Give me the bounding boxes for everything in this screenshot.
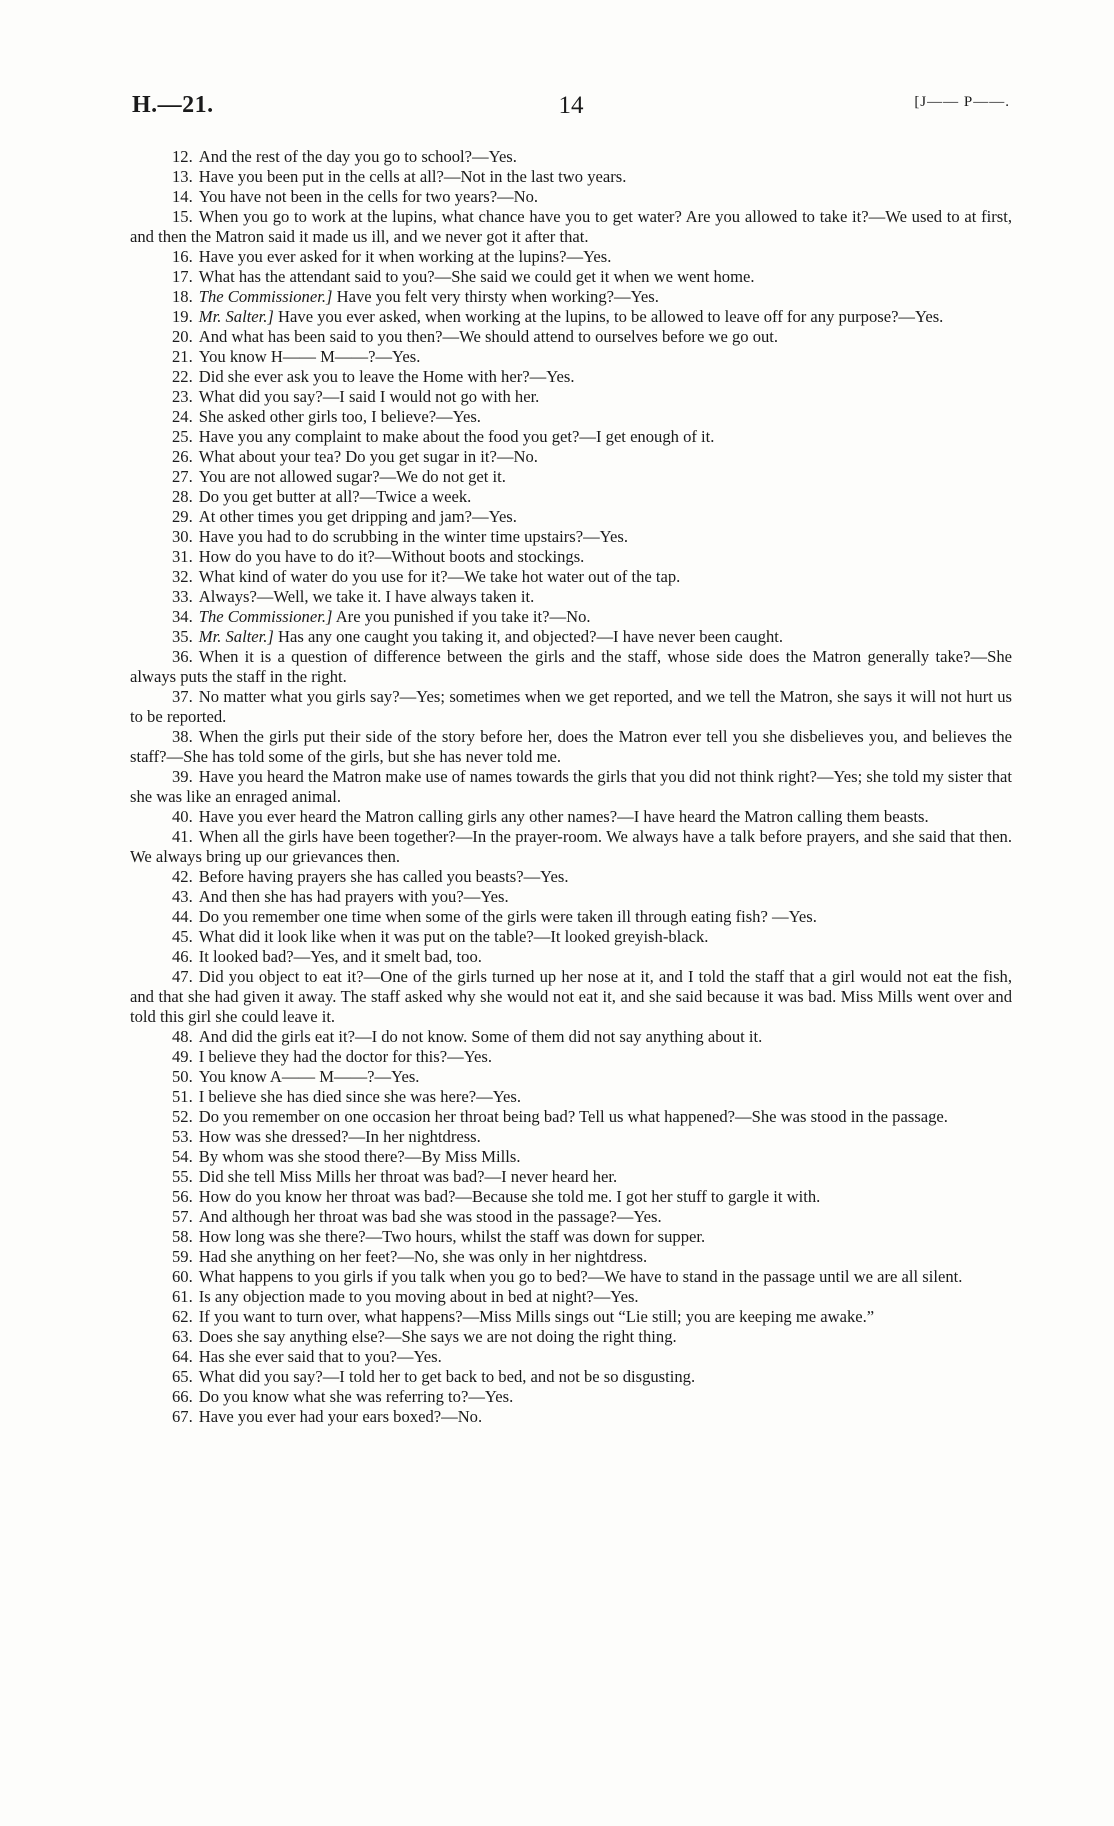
question-number: 45. <box>172 927 193 946</box>
document-reference: H.—21. <box>132 92 214 118</box>
page-header <box>132 92 1010 126</box>
question-answer-text: And the rest of the day you go to school?—Yes. <box>198 147 517 166</box>
testimony-paragraph <box>130 687 1012 727</box>
testimony-paragraph <box>130 647 1012 687</box>
testimony-paragraph <box>130 1247 1012 1267</box>
question-number: 17. <box>172 267 193 286</box>
question-number: 38. <box>172 727 193 746</box>
question-answer-text: And then she has had prayers with you?—Yes. <box>198 887 509 906</box>
question-number: 29. <box>172 507 193 526</box>
testimony-paragraph <box>130 1407 1012 1427</box>
question-number: 65. <box>172 1367 193 1386</box>
testimony-paragraph <box>130 147 1012 167</box>
question-answer-text: Do you know what she was referring to?—Yes. <box>198 1387 514 1406</box>
question-answer-text: When it is a question of difference between the girls and the staff, whose side does the Matron generally take?—She always puts the staff in the right. <box>130 647 1012 686</box>
question-answer-text: I believe she has died since she was here?—Yes. <box>198 1087 522 1106</box>
testimony-paragraph <box>130 1327 1012 1347</box>
question-number: 34. <box>172 607 193 626</box>
testimony-paragraph <box>130 607 1012 627</box>
question-number: 22. <box>172 367 193 386</box>
question-answer-text: Have you any complaint to make about the food you get?—I get enough of it. <box>198 427 715 446</box>
question-number: 24. <box>172 407 193 426</box>
question-answer-text: Do you remember on one occasion her throat being bad? Tell us what happened?—She was stood in the passage. <box>198 1107 948 1126</box>
question-number: 66. <box>172 1387 193 1406</box>
question-number: 47. <box>172 967 193 986</box>
testimony-paragraph <box>130 1347 1012 1367</box>
question-answer-text: Did she tell Miss Mills her throat was bad?—I never heard her. <box>198 1167 618 1186</box>
question-number: 39. <box>172 767 193 786</box>
testimony-paragraph <box>130 527 1012 547</box>
testimony-paragraph <box>130 567 1012 587</box>
testimony-paragraph <box>130 427 1012 447</box>
question-answer-text: How was she dressed?—In her nightdress. <box>198 1127 481 1146</box>
question-answer-text: You are not allowed sugar?—We do not get it. <box>198 467 506 486</box>
testimony-paragraph <box>130 447 1012 467</box>
testimony-paragraph <box>130 207 1012 247</box>
question-answer-text: Are you punished if you take it?—No. <box>335 607 591 626</box>
testimony-paragraph <box>130 627 1012 647</box>
question-answer-text: And did the girls eat it?—I do not know. Some of them did not say anything about it. <box>198 1027 763 1046</box>
question-number: 13. <box>172 167 193 186</box>
page-number: 14 <box>558 92 584 119</box>
question-answer-text: When all the girls have been together?—In the prayer-room. We always have a talk before prayers, and she said that then. We always bring up our grievances then. <box>130 827 1012 866</box>
question-answer-text: Have you felt very thirsty when working?—Yes. <box>336 287 659 306</box>
question-number: 26. <box>172 447 193 466</box>
testimony-paragraph <box>130 1367 1012 1387</box>
question-number: 19. <box>172 307 193 326</box>
question-number: 33. <box>172 587 193 606</box>
testimony-paragraph <box>130 1107 1012 1127</box>
testimony-paragraph <box>130 727 1012 767</box>
question-number: 14. <box>172 187 193 206</box>
question-number: 36. <box>172 647 193 666</box>
question-answer-text: How do you know her throat was bad?—Because she told me. I got her stuff to gargle it with. <box>198 1187 821 1206</box>
question-answer-text: Have you had to do scrubbing in the winter time upstairs?—Yes. <box>198 527 628 546</box>
question-number: 53. <box>172 1127 193 1146</box>
question-answer-text: Have you ever had your ears boxed?—No. <box>198 1407 483 1426</box>
question-number: 37. <box>172 687 193 706</box>
testimony-paragraph <box>130 407 1012 427</box>
question-number: 52. <box>172 1107 193 1126</box>
speaker-label: Mr. Salter.] <box>198 307 274 326</box>
question-answer-text: When the girls put their side of the story before her, does the Matron ever tell you she disbelieves you, and believes the staff?—She has told some of the girls, but she has never told me. <box>130 727 1012 766</box>
testimony-paragraph <box>130 1127 1012 1147</box>
testimony-paragraph <box>130 267 1012 287</box>
question-number: 28. <box>172 487 193 506</box>
testimony-paragraph <box>130 487 1012 507</box>
question-number: 31. <box>172 547 193 566</box>
question-number: 60. <box>172 1267 193 1286</box>
testimony-paragraph <box>130 827 1012 867</box>
question-number: 12. <box>172 147 193 166</box>
question-answer-text: Do you remember one time when some of the girls were taken ill through eating fish? —Yes. <box>198 907 817 926</box>
question-answer-text: Did you object to eat it?—One of the girls turned up her nose at it, and I told the staff that a girl would not eat the fish, and that she had given it away. The staff asked why she would not eat it, and she said because it was bad. Miss Mills went over and told this girl she could leave it. <box>130 967 1012 1026</box>
testimony-paragraph <box>130 187 1012 207</box>
question-number: 32. <box>172 567 193 586</box>
testimony-paragraph <box>130 1147 1012 1167</box>
testimony-paragraph <box>130 807 1012 827</box>
testimony-paragraph <box>130 967 1012 1027</box>
question-answer-text: And although her throat was bad she was stood in the passage?—Yes. <box>198 1207 662 1226</box>
question-answer-text: If you want to turn over, what happens?—Miss Mills sings out “Lie still; you are keeping me awake.” <box>198 1307 875 1326</box>
testimony-paragraph <box>130 1287 1012 1307</box>
question-number: 27. <box>172 467 193 486</box>
question-answer-text: What did you say?—I told her to get back to bed, and not be so disgusting. <box>198 1367 696 1386</box>
testimony-paragraph <box>130 1047 1012 1067</box>
testimony-paragraph <box>130 767 1012 807</box>
question-answer-text: Have you ever asked for it when working at the lupins?—Yes. <box>198 247 612 266</box>
testimony-paragraph <box>130 307 1012 327</box>
question-answer-text: No matter what you girls say?—Yes; sometimes when we get reported, and we tell the Matron, she says it will not hurt us to be reported. <box>130 687 1012 726</box>
question-number: 55. <box>172 1167 193 1186</box>
testimony-paragraph <box>130 1167 1012 1187</box>
testimony-paragraph <box>130 547 1012 567</box>
question-number: 63. <box>172 1327 193 1346</box>
testimony-paragraph <box>130 327 1012 347</box>
question-number: 40. <box>172 807 193 826</box>
speaker-label: The Commissioner.] <box>198 287 333 306</box>
question-number: 62. <box>172 1307 193 1326</box>
question-number: 15. <box>172 207 193 226</box>
witness-initials: [J—— P——. <box>914 94 1010 110</box>
testimony-paragraph <box>130 247 1012 267</box>
testimony-paragraph <box>130 1027 1012 1047</box>
testimony-body <box>130 147 1012 1427</box>
question-answer-text: What kind of water do you use for it?—We take hot water out of the tap. <box>198 567 681 586</box>
testimony-paragraph <box>130 347 1012 367</box>
question-answer-text: How do you have to do it?—Without boots and stockings. <box>198 547 585 566</box>
testimony-paragraph <box>130 467 1012 487</box>
question-answer-text: What happens to you girls if you talk when you go to bed?—We have to stand in the passage until we are all silent. <box>198 1267 963 1286</box>
testimony-paragraph <box>130 1187 1012 1207</box>
question-number: 23. <box>172 387 193 406</box>
question-number: 41. <box>172 827 193 846</box>
testimony-paragraph <box>130 1207 1012 1227</box>
question-number: 58. <box>172 1227 193 1246</box>
question-answer-text: When you go to work at the lupins, what chance have you to get water? Are you allowed to take it?—We used to at first, and then the Matron said it made us ill, and we never got it after that. <box>130 207 1012 246</box>
question-number: 25. <box>172 427 193 446</box>
question-number: 48. <box>172 1027 193 1046</box>
testimony-paragraph <box>130 387 1012 407</box>
question-answer-text: It looked bad?—Yes, and it smelt bad, too. <box>198 947 482 966</box>
testimony-paragraph <box>130 907 1012 927</box>
question-number: 35. <box>172 627 193 646</box>
question-number: 16. <box>172 247 193 266</box>
question-number: 59. <box>172 1247 193 1266</box>
question-number: 42. <box>172 867 193 886</box>
testimony-paragraph <box>130 1087 1012 1107</box>
question-number: 67. <box>172 1407 193 1426</box>
question-number: 44. <box>172 907 193 926</box>
question-answer-text: You know H—— M——?—Yes. <box>198 347 421 366</box>
testimony-paragraph <box>130 367 1012 387</box>
question-answer-text: Does she say anything else?—She says we are not doing the right thing. <box>198 1327 677 1346</box>
question-number: 46. <box>172 947 193 966</box>
question-answer-text: And what has been said to you then?—We should attend to ourselves before we go out. <box>198 327 779 346</box>
question-answer-text: How long was she there?—Two hours, whilst the staff was down for supper. <box>198 1227 706 1246</box>
testimony-paragraph <box>130 1227 1012 1247</box>
question-number: 64. <box>172 1347 193 1366</box>
testimony-paragraph <box>130 287 1012 307</box>
question-answer-text: You know A—— M——?—Yes. <box>198 1067 420 1086</box>
question-number: 61. <box>172 1287 193 1306</box>
question-answer-text: What has the attendant said to you?—She said we could get it when we went home. <box>198 267 755 286</box>
testimony-paragraph <box>130 587 1012 607</box>
testimony-paragraph <box>130 887 1012 907</box>
question-number: 43. <box>172 887 193 906</box>
testimony-paragraph <box>130 167 1012 187</box>
question-answer-text: Have you ever asked, when working at the lupins, to be allowed to leave off for any purpose?—Yes. <box>278 307 944 326</box>
testimony-paragraph <box>130 507 1012 527</box>
question-answer-text: Had she anything on her feet?—No, she was only in her nightdress. <box>198 1247 648 1266</box>
question-number: 21. <box>172 347 193 366</box>
question-number: 54. <box>172 1147 193 1166</box>
question-answer-text: I believe they had the doctor for this?—Yes. <box>198 1047 492 1066</box>
testimony-paragraph <box>130 927 1012 947</box>
question-number: 50. <box>172 1067 193 1086</box>
testimony-paragraph <box>130 947 1012 967</box>
question-number: 57. <box>172 1207 193 1226</box>
testimony-paragraph <box>130 1067 1012 1087</box>
speaker-label: The Commissioner.] <box>198 607 333 626</box>
question-answer-text: What did it look like when it was put on the table?—It looked greyish-black. <box>198 927 709 946</box>
question-number: 18. <box>172 287 193 306</box>
testimony-paragraph <box>130 867 1012 887</box>
question-number: 30. <box>172 527 193 546</box>
question-answer-text: Is any objection made to you moving about in bed at night?—Yes. <box>198 1287 639 1306</box>
question-answer-text: What did you say?—I said I would not go with her. <box>198 387 540 406</box>
question-number: 49. <box>172 1047 193 1066</box>
testimony-paragraph <box>130 1267 1012 1287</box>
question-answer-text: By whom was she stood there?—By Miss Mills. <box>198 1147 521 1166</box>
question-answer-text: Before having prayers she has called you beasts?—Yes. <box>198 867 569 886</box>
question-answer-text: You have not been in the cells for two years?—No. <box>198 187 539 206</box>
question-number: 20. <box>172 327 193 346</box>
speaker-label: Mr. Salter.] <box>198 627 274 646</box>
question-answer-text: Have you been put in the cells at all?—Not in the last two years. <box>198 167 627 186</box>
testimony-paragraph <box>130 1387 1012 1407</box>
question-answer-text: Have you heard the Matron make use of names towards the girls that you did not think right?—Yes; she told my sister that she was like an enraged animal. <box>130 767 1012 806</box>
question-answer-text: Has she ever said that to you?—Yes. <box>198 1347 442 1366</box>
question-answer-text: Did she ever ask you to leave the Home with her?—Yes. <box>198 367 575 386</box>
question-answer-text: Have you ever heard the Matron calling girls any other names?—I have heard the Matron calling them beasts. <box>198 807 929 826</box>
question-answer-text: At other times you get dripping and jam?—Yes. <box>198 507 517 526</box>
question-answer-text: She asked other girls too, I believe?—Yes. <box>198 407 481 426</box>
question-answer-text: What about your tea? Do you get sugar in it?—No. <box>198 447 538 466</box>
question-number: 56. <box>172 1187 193 1206</box>
question-answer-text: Always?—Well, we take it. I have always taken it. <box>198 587 535 606</box>
question-answer-text: Has any one caught you taking it, and objected?—I have never been caught. <box>278 627 784 646</box>
question-number: 51. <box>172 1087 193 1106</box>
testimony-paragraph <box>130 1307 1012 1327</box>
question-answer-text: Do you get butter at all?—Twice a week. <box>198 487 472 506</box>
